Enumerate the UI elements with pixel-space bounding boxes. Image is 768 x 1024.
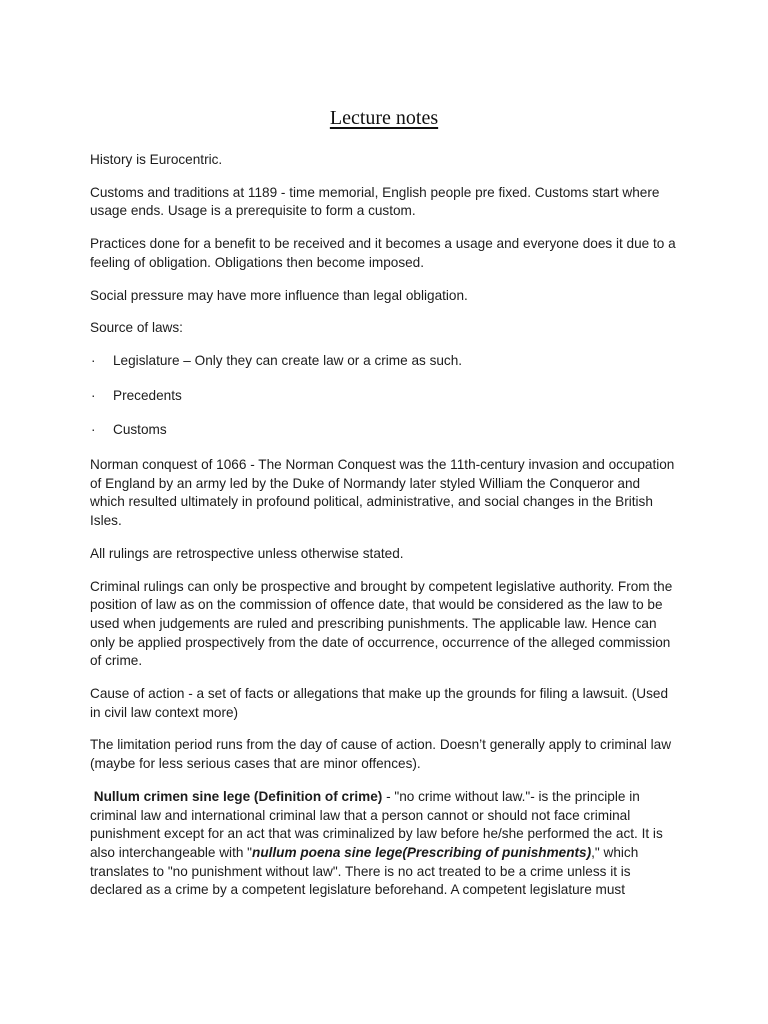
paragraph-nullum-crimen (90, 788, 678, 900)
bullet-glyph: · (91, 422, 96, 438)
paragraph-eurocentric: History is Eurocentric. (90, 152, 223, 167)
paragraph-customs: Customs and traditions at 1189 - time memorial, English people pre fixed. Customs start where usage ends. Usage is a prerequisite to form a custom. (90, 184, 660, 219)
paragraph-text-part-b: ," which translates to "no punishment without law". There is no act treated to be a crime unless it is declared as a crime by a competent legislature beforehand. A competent legislature must (90, 844, 639, 898)
paragraph-retrospective: All rulings are retrospective unless otherwise stated. (90, 545, 404, 561)
bold-italic-term: nullum poena sine lege(Prescribing of punishments) (252, 844, 592, 860)
bullet-text: Precedents (113, 387, 182, 403)
paragraph-practices: Practices done for a benefit to be received and it becomes a usage and everyone does it due to a feeling of obligation. Obligations then become imposed. (90, 236, 676, 270)
bullet-item-precedents (90, 387, 678, 406)
document-title: Lecture notes (329, 107, 439, 129)
paragraph-social-pressure: Social pressure may have more influence than legal obligation. (90, 287, 468, 303)
bullet-text: Legislature – Only they can create law or a crime as such. (113, 352, 463, 368)
bullet-item-legislature (90, 352, 678, 371)
paragraph-limitation-period: The limitation period runs from the day of cause of action. Doesn’t generally apply to criminal law (maybe for less serious cases that are minor offences). (90, 737, 672, 772)
bullet-text: Customs (113, 422, 167, 438)
bold-term: Nullum crimen sine lege (Definition of crime) (93, 788, 383, 804)
bullet-glyph: · (91, 352, 96, 368)
paragraph-source-of-laws: Source of laws: (90, 320, 183, 336)
paragraph-text-part-a: - "no crime without law."- is the principle in criminal law and international criminal law that a person cannot or should not face criminal punishment except for an act that was criminalized by law before he/she performed the act. It is also interchangeable with " (90, 788, 663, 860)
bullet-glyph: · (91, 387, 96, 403)
bullet-item-customs (90, 421, 678, 440)
paragraph-norman-conquest: Norman conquest of 1066 - The Norman Conquest was the 11th-century invasion and occupation of England by an army led by the Duke of Normandy later styled William the Conqueror and which resulted ultimately in profound political, administrative, and social changes in the British Isles. (90, 457, 675, 529)
paragraph-criminal-rulings: Criminal rulings can only be prospective and brought by competent legislative authority. From the position of law as on the commission of offence date, that would be considered as the law to be used when judgements are ruled and prescribing punishments. The applicable law. Hence can only be applied prospectively from the date of occurrence, occurrence of the alleged commission of crime. (90, 578, 673, 669)
paragraph-cause-of-action: Cause of action - a set of facts or allegations that make up the grounds for filing a lawsuit. (Used in civil law context more) (90, 686, 669, 720)
